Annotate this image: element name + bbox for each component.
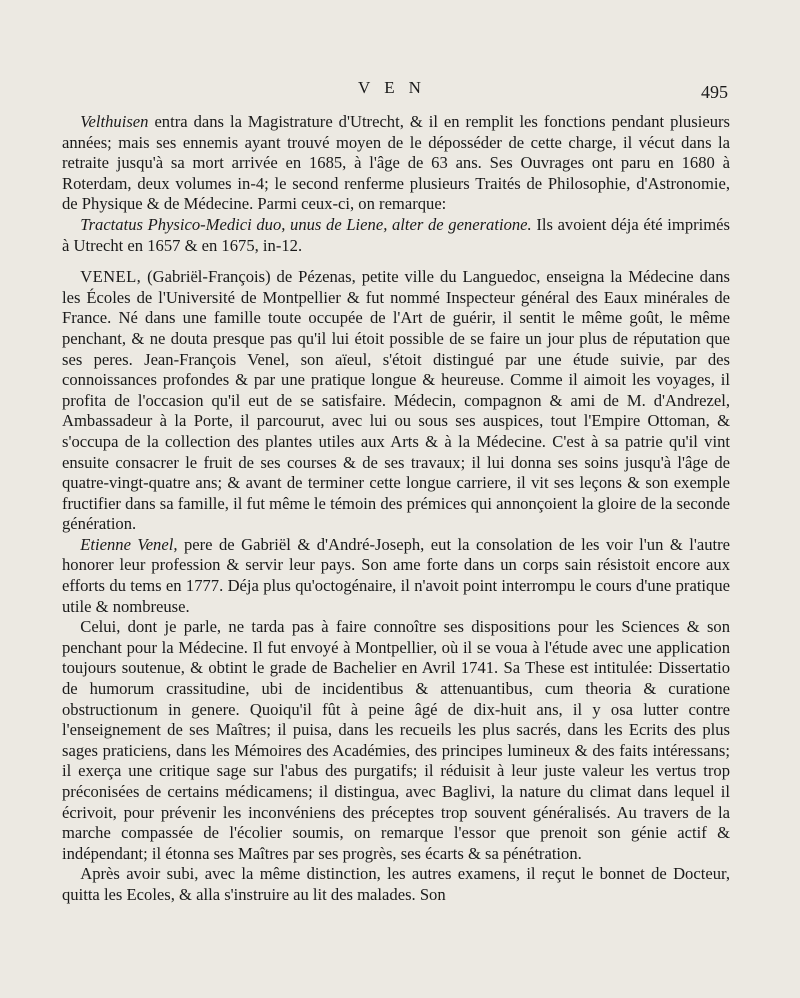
paragraph-celui: [62, 617, 730, 864]
running-head-word: VEN: [358, 78, 435, 97]
paragraph-text: Après avoir subi, avec la même distinction, les autres examens, il reçut le bonnet de Docteur, quitta les Ecoles, & alla s'instruire au lit des malades. Son: [62, 864, 730, 904]
paragraph-apres: [62, 864, 730, 905]
paragraph-text: entra dans la Magistrature d'Utrecht, & il en remplit les fonctions pendant plusieurs années; mais ses ennemis ayant trouvé moyen de le déposséder de cette charge, il vécut dans la retraite jusqu'à sa mort arrivée en 1685, à l'âge de 63 ans. Ses Ouvrages ont paru en 1680 à Roterdam, deux volumes in-4; le second renferme plusieurs Traités de Philosophie, d'Astronomie, de Physique & de Médecine. Parmi ceux-ci, on remarque:: [62, 112, 730, 214]
entry-separator: [62, 256, 730, 267]
paragraph-text: Ils avoient déja été imprimés à Utrecht en 1657 & en 1675, in-12.: [62, 214, 730, 255]
paragraph-velthuisen: [62, 112, 730, 215]
paragraph-lead-italic: Etienne Venel,: [80, 534, 178, 554]
paragraph-text: Celui, dont je parle, ne tarda pas à faire connoître ses dispositions pour les Sciences & son penchant pour la Médecine. Il fut envoyé à Montpellier, où il se voua à l'étude avec une application toujours soutenue, & obtint le grade de Bachelier en Avril 1741. Sa These est intitulée: Dissertatio de humorum crassitudine, ubi de incidentibus & attenuantibus, cum theoria & curatione obstructionum in genere. Quoiqu'il fût à peine âgé de dix-huit ans, il y osa lutter contre l'enseignement de ses Maîtres; il puisa, dans les recueils les plus sacrés, dans les Ecrits des plus sages praticiens, dans les Mémoires des Académies, des principes lumineux & des faits intéressans; il exerça une critique sage sur l'abus des purgatifs; il réduisit à leur juste valeur les vertus trop préconisées de certains médicamens; il distingua, avec Baglivi, la nature du climat dans lequel il écrivoit, pour prévenir les inconvéniens des préceptes trop souvent généralisés. Au travers de la marche compassée de l'écolier soumis, on remarque l'essor que prenoit son génie actif & indépendant; il étonna ses Maîtres par ses progrès, ses écarts & sa pénétration.: [62, 617, 730, 863]
paragraph-tractatus: [62, 215, 730, 256]
entry-headword: VENEL,: [80, 267, 142, 287]
paragraph-lead-italic: Velthuisen: [80, 112, 149, 131]
paragraph-etienne-venel: [62, 535, 730, 617]
body-text: [62, 112, 730, 906]
running-head: [0, 78, 800, 102]
paragraph-text: pere de Gabriël & d'André-Joseph, eut la consolation de les voir l'un & l'autre honorer leur profession & servir leur pays. Son ame forte dans un corps sain résistoit encore aux efforts du tems en 1777. Déja plus qu'octogénaire, il n'avoit point interrompu le cours d'une pratique utile & nombreuse.: [62, 534, 730, 616]
paragraph-text: (Gabriël-François) de Pézenas, petite ville du Languedoc, enseigna la Médecine dans les Écoles de l'Université de Montpellier & fut nommé Inspecteur général des Eaux minérales de France. Né dans une famille toute occupée de l'Art de guérir, il sentit le même goût, le même penchant, & ne douta presque pas qu'il lui étoit possible de se faire un jour plus de réputation que ses peres. Jean-François Venel, son aïeul, s'étoit distingué par une étude suivie, par des connoissances profondes & par une pratique longue & heureuse. Comme il aimoit les voyages, il profita de l'occasion qu'il eut de se satisfaire. Médecin, compagnon & ami de M. d'Andrezel, Ambassadeur à la Porte, il parcourut, avec lui ou sous ses auspices, tout l'Empire Ottoman, & s'occupa de la collection des plantes utiles aux Arts & à la Médecine. C'est à sa patrie qu'il vint ensuite consacrer le fruit de ses courses & de ses travaux; il lui donna ses soins jusqu'à l'âge de quatre-vingt-quatre ans; & avant de terminer cette longue carriere, il vit ses leçons & son exemple fructifier dans sa famille, il fut même le témoin des prémices qui annonçoient la gloire de la seconde génération.: [62, 267, 730, 534]
paragraph-lead-italic: Tractatus Physico-Medici duo, unus de Liene, alter de generatione.: [80, 214, 532, 234]
page-number: 495: [701, 82, 728, 102]
paragraph-venel-entry: [62, 267, 730, 535]
